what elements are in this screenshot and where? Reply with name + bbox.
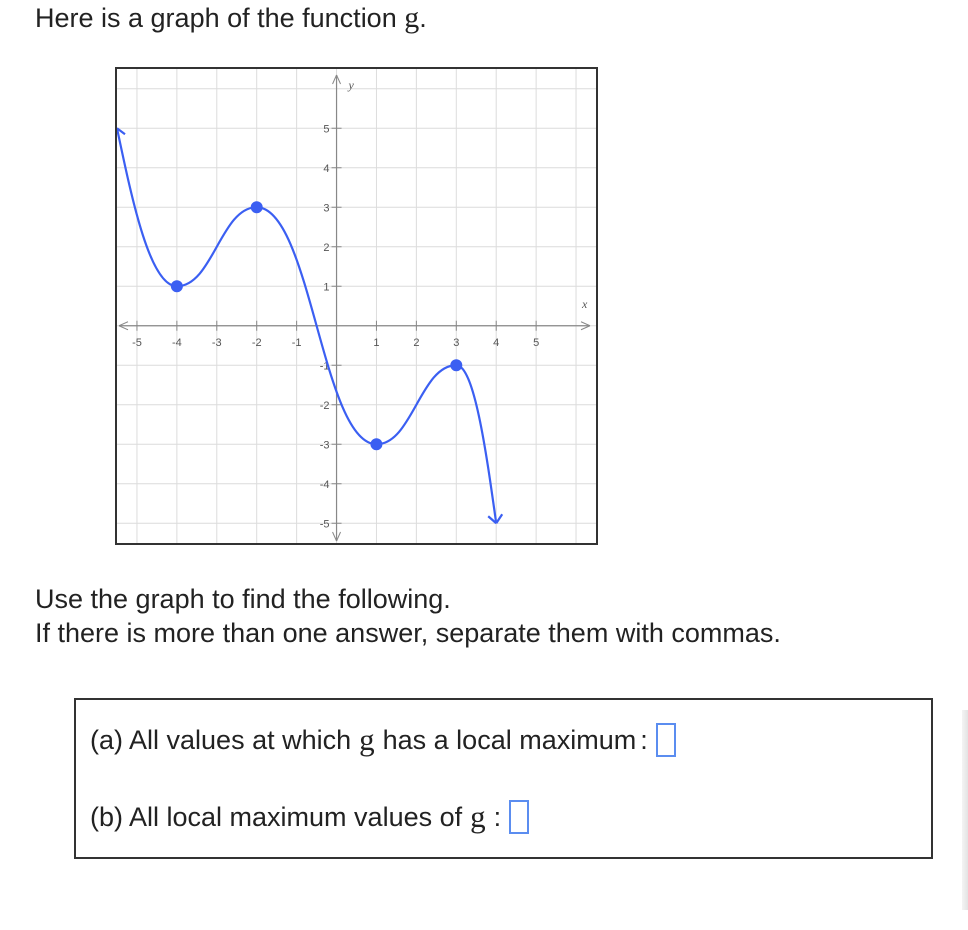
instructions <box>35 582 781 650</box>
x-tick-label: 5 <box>533 336 540 349</box>
y-tick-label: 4 <box>323 162 330 175</box>
answer-panel <box>74 698 933 859</box>
question-a-prefix: (a) All values at which <box>90 724 352 755</box>
y-tick-label: -3 <box>319 439 330 452</box>
y-tick-label: 3 <box>323 202 330 215</box>
y-tick-label: 1 <box>323 281 330 294</box>
function-name: g <box>404 1 420 34</box>
extremum-point <box>251 201 263 213</box>
function-graph <box>115 67 598 545</box>
y-tick-label: -1 <box>319 360 330 373</box>
x-tick-label: -2 <box>251 336 262 349</box>
x-axis-label: x <box>582 296 588 311</box>
instructions-line-1: Use the graph to find the following. <box>35 584 451 614</box>
question-b-prefix: (b) All local maximum values of <box>90 801 463 832</box>
answer-a-input[interactable] <box>656 723 676 757</box>
y-tick-label: 5 <box>323 123 330 136</box>
answer-b-input[interactable] <box>509 800 529 834</box>
y-tick-label: -5 <box>319 518 330 531</box>
question-b-colon: : <box>493 801 502 832</box>
question-b-function: g <box>470 799 486 834</box>
x-tick-label: 1 <box>373 336 380 349</box>
question-b <box>90 799 529 835</box>
intro-text <box>35 0 427 36</box>
extremum-point <box>370 438 382 450</box>
y-tick-label: 2 <box>323 241 330 254</box>
y-tick-label: -2 <box>319 399 330 412</box>
x-tick-label: 4 <box>493 336 500 349</box>
y-axis-label: y <box>348 78 354 92</box>
x-tick-label: -4 <box>171 336 182 349</box>
extremum-point <box>171 280 183 292</box>
instructions-line-2: If there is more than one answer, separate them with commas. <box>35 618 781 648</box>
question-a-colon: : <box>640 724 648 755</box>
x-tick-label: 2 <box>413 336 420 349</box>
intro-period: . <box>419 3 427 33</box>
scrollbar[interactable] <box>962 710 968 910</box>
x-tick-label: -1 <box>291 336 302 349</box>
question-a <box>90 722 676 758</box>
x-tick-label: -5 <box>132 336 142 349</box>
x-tick-label: 3 <box>453 336 460 349</box>
x-tick-label: -3 <box>211 336 222 349</box>
intro-label: Here is a graph of the function <box>35 3 397 33</box>
graph-canvas <box>117 69 596 543</box>
question-a-suffix: has a local maximum <box>382 724 637 755</box>
question-a-function: g <box>359 722 375 757</box>
extremum-point <box>450 359 462 371</box>
y-tick-label: -4 <box>319 478 330 491</box>
